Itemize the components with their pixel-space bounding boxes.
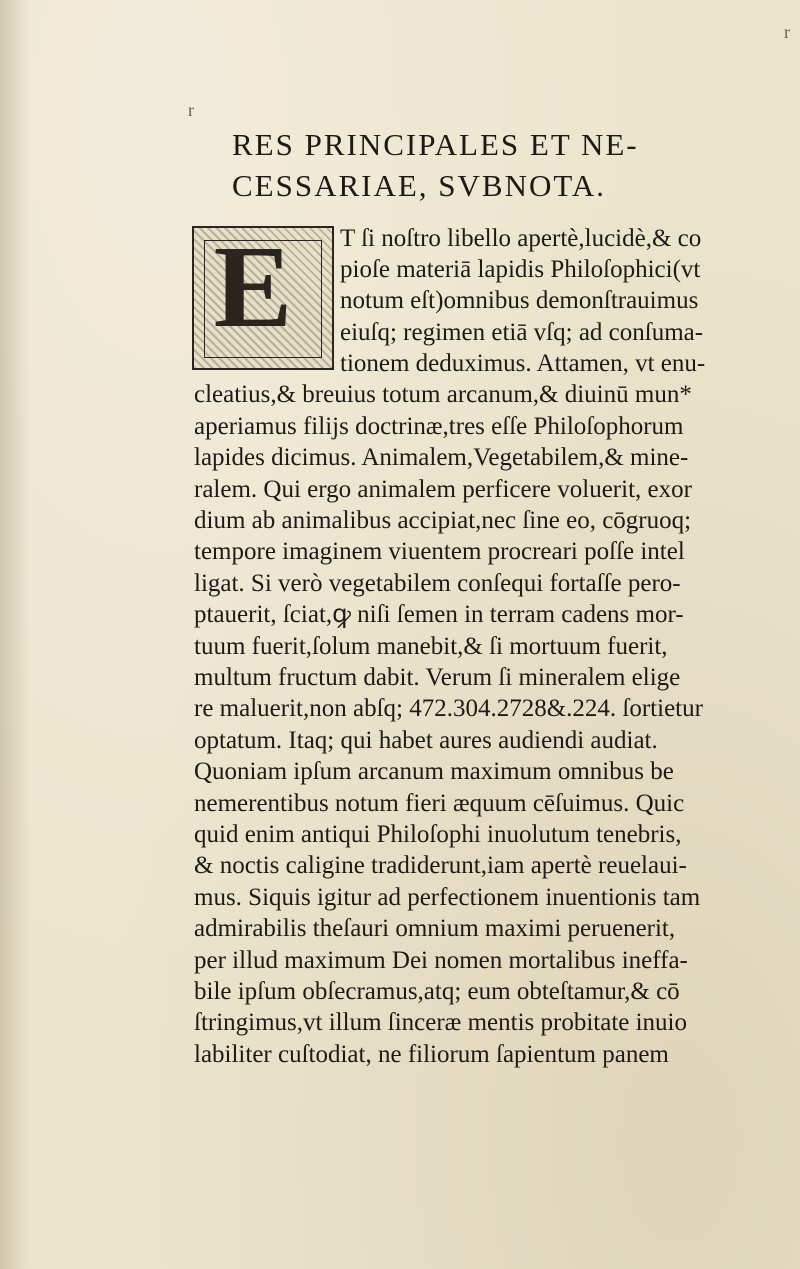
heading-line: CESSARIAE, SVBNOTA. [232,168,606,203]
text-line: ſtringimus,vt illum ſinceræ mentis probitate inuio [194,1009,688,1036]
margin-mark: r [188,100,194,120]
text-line: quid enim antiqui Philoſophi inuolutum tenebris, [194,821,682,848]
text-line: labiliter cuſtodiat, ne filiorum ſapientum panem [194,1041,669,1068]
text-line: mus. Siquis igitur ad perfectionem inuentionis tam [194,884,701,911]
text-line: ptauerit, ſciat,ꝙ niſi ſemen in terram cadens mor- [194,601,684,628]
text-line: bile ipſum obſecramus,atq; eum obteſtamur,& cō [194,978,680,1005]
corner-mark: r [784,22,790,42]
text-line: pioſe materiā lapidis Philoſophici(vt [340,256,701,283]
text-line: Quoniam ipſum arcanum maximum omnibus be [194,758,674,785]
text-line: & noctis caligine tradiderunt,iam apertè reuelaui- [194,852,687,879]
text-line: tuum fuerit,ſolum manebit,& ſi mortuum fuerit, [194,633,668,660]
text-line: nemerentibus notum fieri æquum cēſuimus. Quic [194,790,685,817]
text-line: optatum. Itaq; qui habet aures audiendi audiat. [194,727,658,754]
text-line: re maluerit,non abſq; 472.304.2728&.224. ſortietur [194,695,703,722]
page-heading [232,124,772,206]
decorated-initial [192,221,334,370]
text-line: cleatius,& breuius totum arcanum,& diuinū mun* [194,381,692,408]
text-line: notum eſt)omnibus demonſtrauimus [340,287,699,314]
text-line: aperiamus filijs doctrinæ,tres eſſe Philoſophorum [194,413,684,440]
text-line: ligat. Si verò vegetabilem conſequi fortaſſe pero- [194,570,681,597]
text-line: tempore imaginem viuentem procreari poſſe intel [194,538,685,565]
text-line: per illud maximum Dei nomen mortalibus ineffa- [194,947,688,974]
text-line: eiuſq; regimen etiā vſq; ad conſuma- [340,319,704,346]
text-line: T ſi noſtro libello apertè,lucidè,& co [340,225,702,252]
heading-line: RES PRINCIPALES ET NE- [232,127,639,162]
text-line: ralem. Qui ergo animalem perficere voluerit, exor [194,476,692,503]
text-line: lapides dicimus. Animalem,Vegetabilem,& mine- [194,444,689,471]
initial-letter: E [213,221,293,352]
page-spine-shadow [0,0,30,1269]
text-line: multum fructum dabit. Verum ſi mineralem elige [194,664,681,691]
text-line: dium ab animalibus accipiat,nec ſine eo, cōgruoq; [194,507,692,534]
text-line: tionem deduximus. Attamen, vt enu- [340,350,706,377]
text-line: admirabilis theſauri omnium maximi peruenerit, [194,915,676,942]
